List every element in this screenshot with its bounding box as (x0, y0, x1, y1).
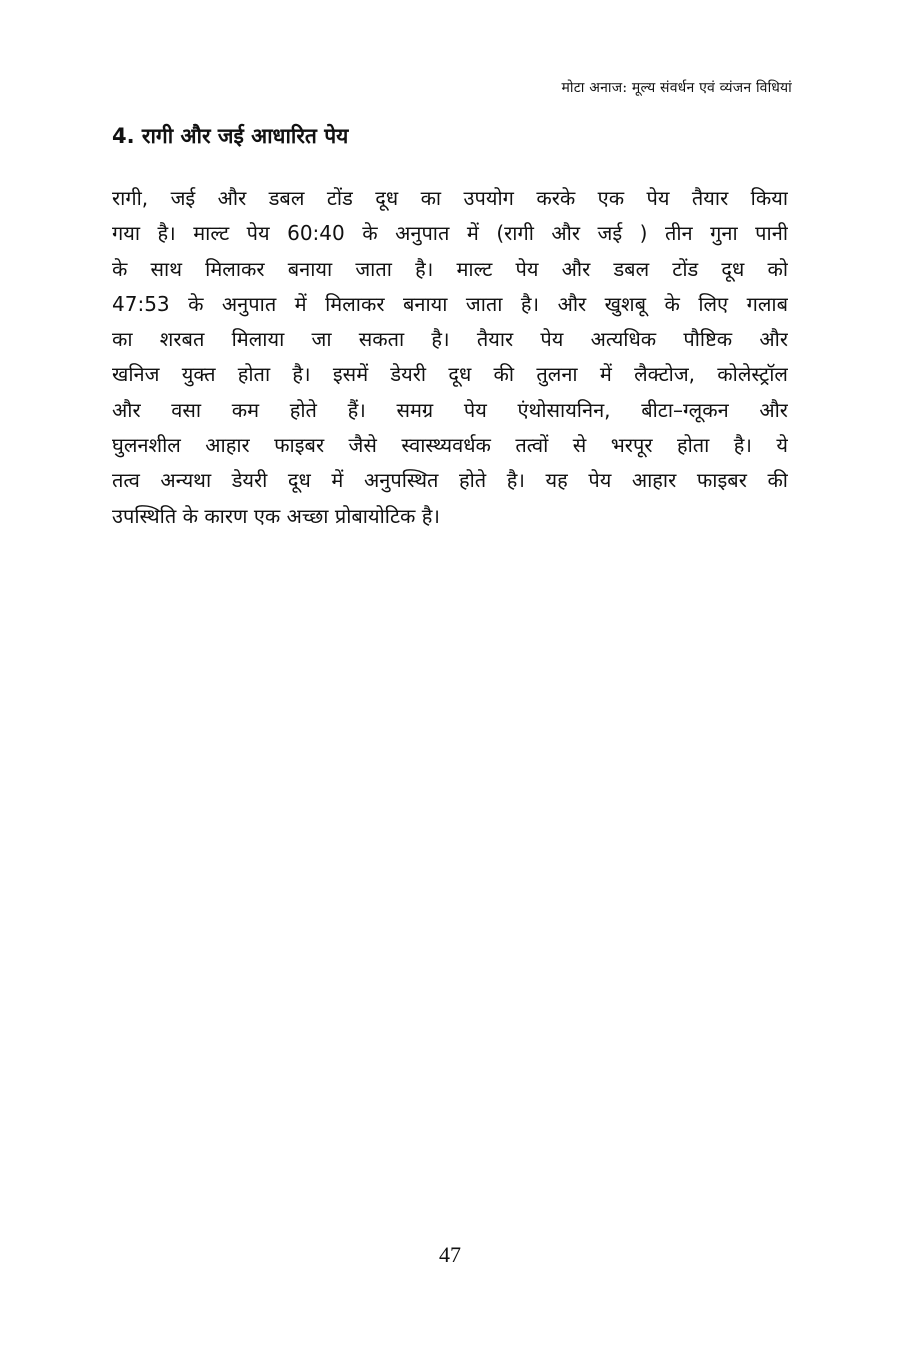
section-body (112, 181, 788, 534)
paragraph-line: रागी, जई और डबल टोंड दूध का उपयोग करके एक पेय तैयार किया (112, 186, 788, 210)
paragraph-line: घुलनशील आहार फाइबर जैसे स्वास्थ्यवर्धक तत्वों से भरपूर होता है। ये (112, 433, 788, 458)
paragraph-line: का शरबत मिलाया जा सकता है। तैयार पेय अत्यधिक पौष्टिक और (112, 327, 788, 352)
running-header: मोटा अनाज: मूल्य संवर्धन एवं व्यंजन विधियां (561, 80, 792, 96)
section-title: 4. रागी और जई आधारित पेय (112, 124, 349, 148)
paragraph-line: के साथ मिलाकर बनाया जाता है। माल्ट पेय और डबल टोंड दूध को (112, 256, 788, 281)
paragraph-line: उपस्थिति के कारण एक अच्छा प्रोबायोटिक है। (112, 503, 440, 528)
paragraph-line: खनिज युक्त होता है। इसमें डेयरी दूध की तुलना में लैक्टोज, कोलेस्ट्रॉल (112, 362, 788, 387)
paragraph-line: 47:53 के अनुपात में मिलाकर बनाया जाता है। और खुशबू के लिए गलाब (112, 291, 788, 316)
paragraph-line: और वसा कम होते हैं। समग्र पेय एंथोसायनिन, बीटा–ग्लूकन और (112, 397, 788, 422)
paragraph-line: गया है। माल्ट पेय 60:40 के अनुपात में (रागी और जई ) तीन गुना पानी (112, 221, 788, 246)
paragraph-line: तत्व अन्यथा डेयरी दूध में अनुपस्थित होते है। यह पेय आहार फाइबर की (112, 468, 788, 493)
page-number: 47 (439, 1242, 461, 1267)
